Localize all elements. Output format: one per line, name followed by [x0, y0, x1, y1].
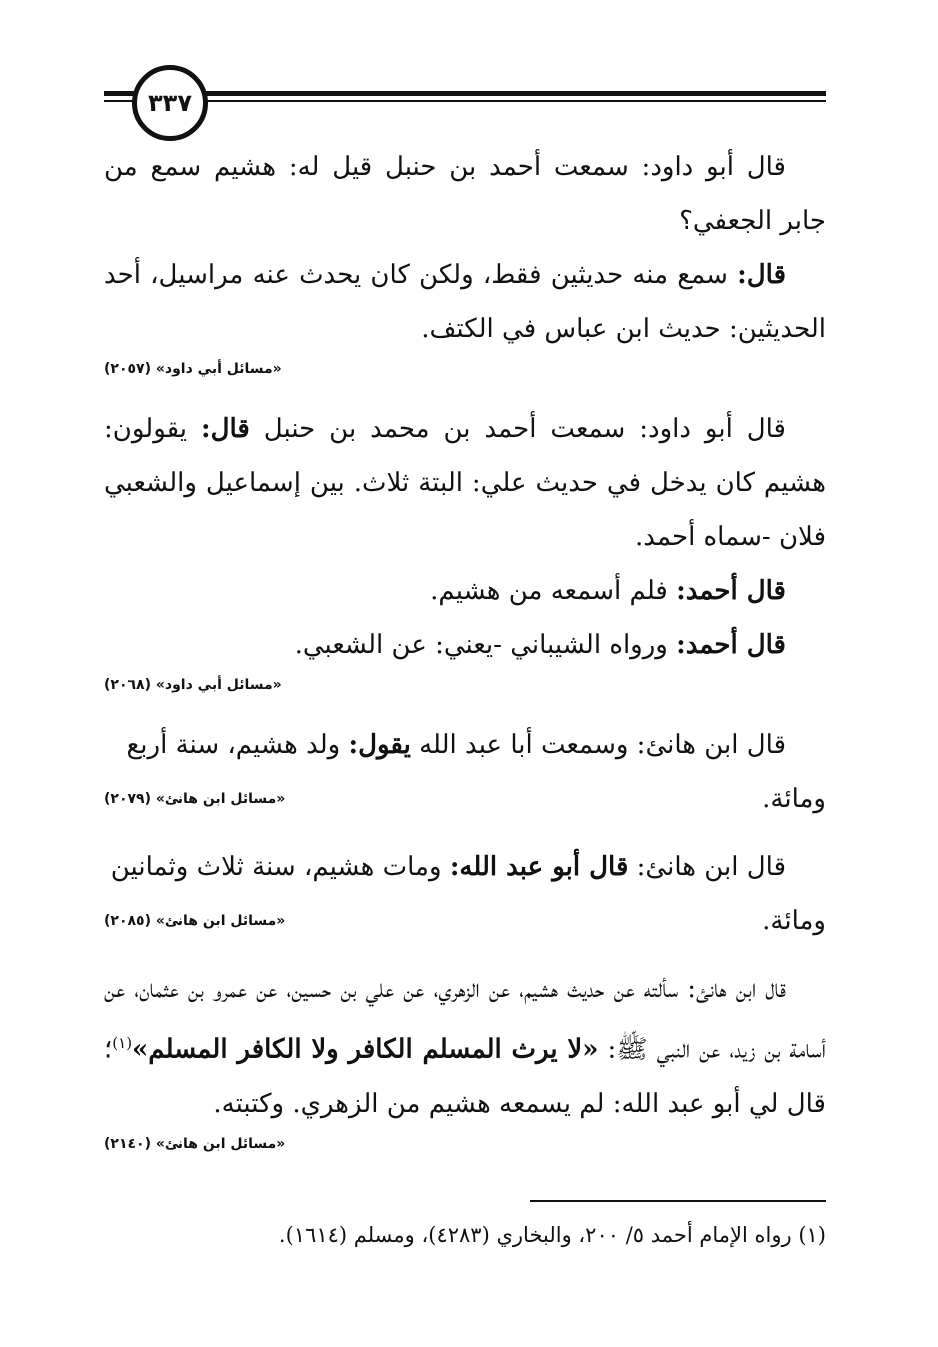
tail-text: ومائة.	[762, 784, 826, 814]
page-number-text: ٣٣٧	[148, 89, 192, 117]
paragraph	[104, 248, 826, 356]
narration-text: ولد هشيم، سنة أربع	[126, 730, 349, 760]
paragraph	[104, 618, 826, 672]
answer-text: سمع منه حديثين فقط، ولكن كان يحدث عنه مراسيل، أحد الحديثين: حديث ابن عباس في الكتف.	[104, 260, 826, 344]
page-header	[0, 58, 938, 138]
narration-text: ورواه الشيباني -يعني: عن الشعبي.	[294, 630, 677, 660]
paragraph	[104, 564, 826, 618]
narration-text: قال ابن هانئ:	[628, 852, 786, 882]
speaker-label: قال أحمد:	[676, 630, 786, 660]
paragraph	[104, 962, 826, 1131]
narration-text: يقولون: هشيم كان يدخل في حديث علي: البتة ثلاث. بين إسماعيل والشعبي فلان -سماه أحمد.	[104, 414, 826, 552]
footnote-divider	[530, 1200, 826, 1202]
source-citation: «مسائل أبي داود» (٢٠٦٨)	[104, 677, 282, 693]
page-number	[132, 65, 208, 141]
page-body	[104, 140, 826, 1177]
answer-label: قال:	[737, 260, 786, 290]
source-citation: «مسائل ابن هانئ» (٢١٤٠)	[104, 1135, 286, 1152]
speaker-label: قال:	[200, 414, 250, 444]
paragraph-tail	[104, 894, 826, 948]
header-rule-thin	[104, 100, 826, 102]
speaker-label: قال أبو عبد الله:	[449, 852, 629, 882]
paragraph	[104, 840, 826, 894]
header-rule	[104, 91, 826, 96]
narration-text: ؛ قال لي أبو عبد الله: لم يسمعه هشيم من الزهري. وكتبته.	[104, 1034, 826, 1119]
narration-text: فلم أسمعه من هشيم.	[430, 576, 677, 606]
narration-text: قال ابن هانئ: وسمعت أبا عبد الله	[410, 730, 786, 760]
tail-text: ومائة.	[762, 906, 826, 936]
narration-text: قال ابن هانئ: سألته عن حديث هشيم، عن الزهري، عن علي بن حسين، عن عمرو بن عثمان، عن أسامة بن زيد، عن النبي ﷺ:	[104, 974, 826, 1065]
speaker-label: يقول:	[348, 730, 411, 760]
paragraph	[104, 402, 826, 564]
hadith-text: «لا يرث المسلم الكافر ولا الكافر المسلم»	[132, 1034, 599, 1065]
speaker-label: قال أحمد:	[676, 576, 786, 606]
paragraph	[104, 718, 826, 772]
source-citation: «مسائل ابن هانئ» (٢٠٧٩)	[104, 791, 286, 807]
footnote-ref[interactable]: (١)	[112, 1034, 133, 1052]
paragraph	[104, 140, 826, 248]
footnote: (١) رواه الإمام أحمد ٥/ ٢٠٠، والبخاري (٤٢٨٣)، ومسلم (١٦١٤).	[278, 1223, 826, 1247]
source-citation: «مسائل أبي داود» (٢٠٥٧)	[104, 361, 282, 377]
narration-text: قال أبو داود: سمعت أحمد بن محمد بن حنبل	[249, 414, 786, 444]
narration-text: ومات هشيم، سنة ثلاث وثمانين	[110, 852, 450, 882]
question-text: قال أبو داود: سمعت أحمد بن حنبل قيل له: هشيم سمع من جابر الجعفي؟	[104, 152, 826, 236]
paragraph-tail	[104, 772, 826, 826]
source-citation: «مسائل ابن هانئ» (٢٠٨٥)	[104, 913, 286, 929]
